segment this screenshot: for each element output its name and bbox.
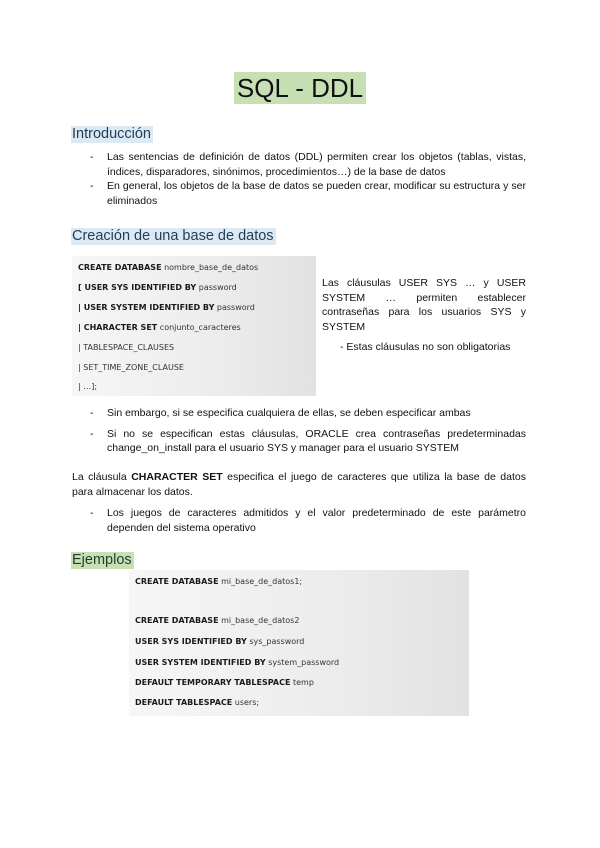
charset-keyword: CHARACTER SET [131, 471, 223, 483]
charset-paragraph: La cláusula CHARACTER SET especifica el juego de caracteres que utiliza la base de datos para almacenar los datos. [72, 471, 526, 498]
create-db-heading: Creación de una base de datos [72, 228, 274, 244]
code-line: CREATE DATABASE nombre_base_de_datos [78, 263, 259, 272]
create-db-list [90, 406, 526, 456]
create-db-syntax-image [72, 256, 316, 396]
examples-heading: Ejemplos [72, 552, 132, 568]
code-line: | CHARACTER SET conjunto_caracteres [78, 323, 241, 332]
list-item: - Los juegos de caracteres admitidos y el valor predeterminado de este parámetro dependen del sistema operativo [90, 506, 526, 535]
intro-list [90, 150, 526, 208]
code-line: [ USER SYS IDENTIFIED BY password [78, 283, 237, 292]
examples-code-image [129, 570, 469, 716]
page-title: SQL - DDL [234, 72, 366, 104]
code-line: USER SYS IDENTIFIED BY sys_password [135, 637, 305, 646]
list-item: - Las sentencias de definición de datos (DDL) permiten crear los objetos (tablas, vistas, índices, disparadores, sinónimos, procedimientos…) de la base de datos [90, 150, 526, 179]
code-line: USER SYSTEM IDENTIFIED BY system_password [135, 658, 340, 667]
list-item: - Si no se especifican estas cláusulas, ORACLE crea contraseñas predeterminadas change_on_install para el usuario SYS y manager para el usuario SYSTEM [90, 427, 526, 456]
side-note-text: Las cláusulas USER SYS … y USER SYSTEM … permiten establecer contraseñas para los usuarios SYS y SYSTEM [322, 277, 526, 333]
code-line: DEFAULT TEMPORARY TABLESPACE temp [135, 678, 314, 687]
list-item: - Sin embargo, si se especifica cualquiera de ellas, se deben especificar ambas [90, 406, 526, 421]
code-line: | USER SYSTEM IDENTIFIED BY password [78, 303, 255, 312]
side-note-sub: - Estas cláusulas no son obligatorias [340, 341, 511, 353]
list-item: - En general, los objetos de la base de datos se pueden crear, modificar su estructura y ser eliminados [90, 179, 526, 208]
code-line: DEFAULT TABLESPACE users; [135, 698, 260, 707]
code-line: CREATE DATABASE mi_base_de_datos2 [135, 616, 300, 625]
code-line: | …]; [78, 382, 98, 391]
code-line: CREATE DATABASE mi_base_de_datos1; [135, 577, 303, 586]
code-line: | SET_TIME_ZONE_CLAUSE [78, 363, 184, 372]
charset-list [90, 506, 526, 535]
code-line: | TABLESPACE_CLAUSES [78, 343, 175, 352]
side-note [322, 276, 526, 355]
intro-heading: Introducción [72, 126, 151, 142]
title-wrap [0, 72, 600, 104]
